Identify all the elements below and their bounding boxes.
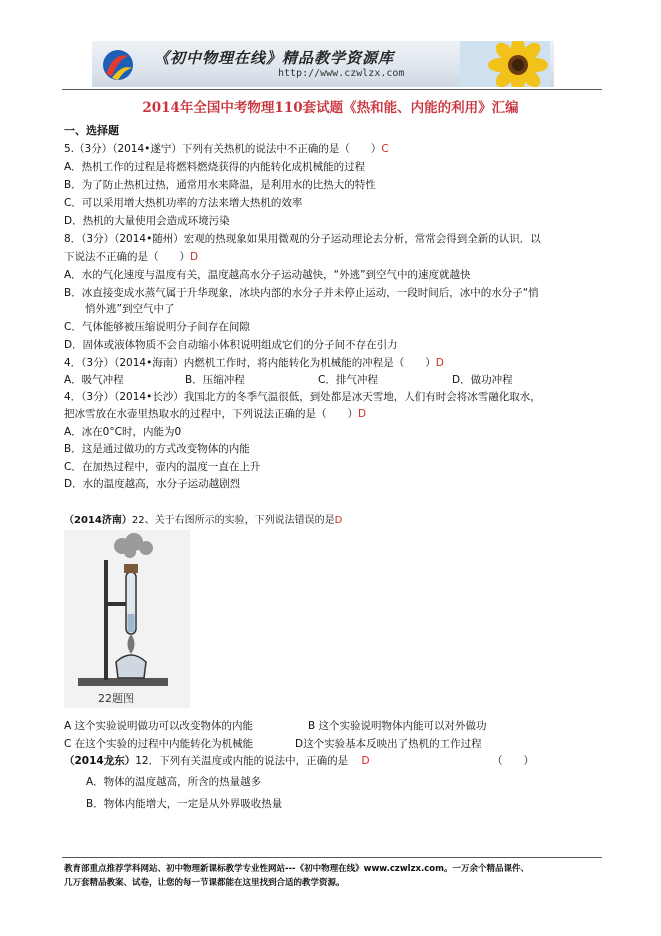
- question-4-option-a: A．冰在0°C时，内能为0: [64, 426, 182, 438]
- alcohol-lamp: [116, 655, 146, 678]
- experiment-figure: [64, 530, 190, 708]
- question-2-stem-line1: 8．（3分）（2014•随州）宏观的热现象如果用微观的分子运动理论去分析，常常会得到全新的认识．以: [64, 233, 541, 245]
- question-5-stem: （2014济南）22、关于右图所示的实验，下列说法错误的是D: [64, 515, 343, 526]
- banner-url[interactable]: http://www.czwlzx.com: [278, 68, 405, 79]
- question-5-option-a: A 这个实验说明做功可以改变物体的内能: [64, 720, 254, 732]
- footer-rule: [62, 857, 602, 858]
- question-5-option-d: D这个实验基本反映出了热机的工作过程: [295, 738, 482, 750]
- header-banner: [92, 41, 554, 87]
- header-rule: [62, 89, 602, 90]
- question-1-stem: 5.（3分）（2014•遂宁）下列有关热机的说法中不正确的是（ ）C: [64, 143, 389, 155]
- footer-line-2: 几万套精品教案、试卷，让您的每一节课都能在这里找到合适的教学资源。: [64, 878, 345, 888]
- question-2-option-a: A．水的气化速度与温度有关，温度越高水分子运动越快，“外逃”到空气中的速度就越快: [64, 269, 471, 281]
- page-title: 2014年全国中考物理110套试题《热和能、内能的利用》汇编: [142, 100, 519, 116]
- question-5-answer: D: [334, 515, 343, 526]
- footer-line-1: 教育部重点推荐学科网站、初中物理新课标教学专业性网站---《初中物理在线》www.czwlzx.com。一万余个精品课件、: [64, 864, 529, 874]
- question-6-stem: （2014龙东）12．下列有关温度或内能的说法中，正确的是 D: [64, 755, 370, 767]
- question-3-answer: D: [435, 357, 444, 369]
- question-1-option-b: B．为了防止热机过热，通常用水来降温，是利用水的比热大的特性: [64, 179, 376, 191]
- stand-base: [78, 678, 168, 686]
- question-4-option-b: B．这是通过做功的方式改变物体的内能: [64, 443, 250, 455]
- question-1-option-d: D．热机的大量使用会造成环境污染: [64, 215, 230, 227]
- question-5-option-b: B 这个实验说明物体内能可以对外做功: [308, 720, 487, 732]
- question-3-option-c: C．排气冲程: [318, 374, 378, 386]
- question-6-option-a: A．物体的温度越高，所含的热量越多: [86, 776, 262, 788]
- question-6-blank: （ ）: [492, 755, 534, 767]
- question-1-answer: C: [381, 143, 389, 155]
- question-2-option-b: B．冰直接变成水蒸气属于升华现象，冰块内部的水分子并未停止运动，一段时间后，冰中的水分子“悄: [64, 287, 539, 299]
- question-3-option-b: B．压缩冲程: [185, 374, 245, 386]
- question-1-option-a: A．热机工作的过程是将燃料燃烧获得的内能转化成机械能的过程: [64, 161, 366, 173]
- question-4-option-c: C．在加热过程中，壶内的温度一直在上升: [64, 461, 261, 473]
- question-2-option-b-cont: 悄外逃”到空气中了: [64, 303, 175, 315]
- question-6-answer: D: [361, 755, 370, 767]
- question-2-option-d: D．固体或液体物质不会自动缩小体积说明组成它们的分子间不存在引力: [64, 339, 398, 351]
- figure-caption: 22题图: [98, 692, 134, 705]
- question-4-answer: D: [358, 408, 367, 420]
- question-4-option-d: D．水的温度越高，水分子运动越剧烈: [64, 478, 241, 490]
- question-3-option-a: A．吸气冲程: [64, 374, 124, 386]
- banner-title: 《初中物理在线》精品教学资源库: [154, 49, 395, 67]
- question-1-option-c: C．可以采用增大热机功率的方法来增大热机的效率: [64, 197, 303, 209]
- question-5-option-c: C 在这个实验的过程中内能转化为机械能: [64, 738, 254, 750]
- question-4-stem-line1: 4．（3分）（2014•长沙）我国北方的冬季气温很低，到处都是冰天雪地，人们有时会将冰雪融化取水，: [64, 391, 541, 403]
- question-2-stem-line2: 下说法不正确的是（ ）D: [64, 251, 199, 263]
- question-4-stem-line2: 把冰雪放在水壶里热取水的过程中，下列说法正确的是（ ）D: [64, 408, 367, 420]
- cork-stopper: [124, 564, 138, 573]
- question-2-option-c: C．气体能够被压缩说明分子间存在间隙: [64, 321, 250, 333]
- water-in-tube: [128, 614, 135, 632]
- footer: [64, 862, 529, 890]
- question-2-answer: D: [190, 251, 199, 263]
- question-6-option-b: B．物体内能增大，一定是从外界吸收热量: [86, 798, 283, 810]
- question-3-option-d: D．做功冲程: [452, 374, 513, 386]
- question-3-stem: 4．（3分）（2014•海南）内燃机工作时，将内能转化为机械能的冲程是（ ）D: [64, 357, 444, 369]
- sunflower-image: [460, 41, 550, 87]
- question-6-source: （2014龙东）: [64, 755, 136, 767]
- question-5-source: （2014济南）: [64, 515, 132, 526]
- site-logo: [100, 48, 136, 82]
- section-heading: 一、选择题: [64, 124, 119, 137]
- stand-rod: [104, 560, 108, 680]
